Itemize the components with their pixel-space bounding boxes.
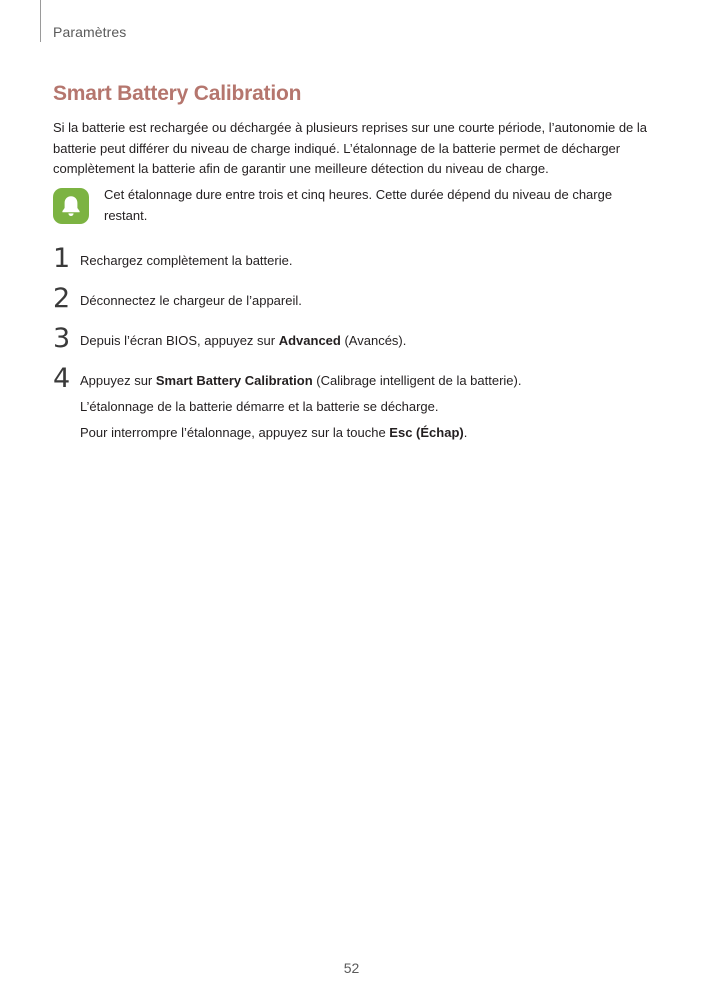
detail-text-bold: Esc (Échap) [389, 425, 464, 440]
intro-paragraph: Si la batterie est rechargée ou déchargée à plusieurs reprises sur une courte période, l’autonomie de la batterie peut différer du niveau de charge indiqué. L’étalonnage de la batterie permet de décharger complètement la batterie afin de garantir une meilleure détection du niveau de charge. [53, 120, 648, 176]
step-number: 1 [53, 243, 71, 274]
page-number: 52 [343, 960, 360, 976]
step-text-pre: Appuyez sur [80, 373, 156, 388]
step-number: 3 [53, 323, 71, 354]
step-text-post: (Calibrage intelligent de la batterie). [312, 373, 522, 388]
step-text: Déconnectez le chargeur de l’appareil. [80, 293, 302, 308]
step-text [80, 331, 406, 351]
detail-text-post: . [463, 425, 468, 440]
step-text: Rechargez complètement la batterie. [80, 253, 293, 268]
header-section-label: Paramètres [53, 24, 127, 40]
bell-icon [53, 188, 89, 224]
step-text-pre: Depuis l’écran BIOS, appuyez sur [80, 333, 279, 348]
step-text-bold: Advanced [278, 333, 341, 348]
section-title: Smart Battery Calibration [53, 82, 302, 105]
header-divider [40, 0, 41, 42]
step-4-detail-2 [80, 423, 467, 443]
step-4-detail-1: L’étalonnage de la batterie démarre et la batterie se décharge. [80, 399, 439, 414]
step-number: 2 [53, 283, 71, 314]
step-number: 4 [53, 363, 71, 394]
step-text-post: (Avancés). [340, 333, 407, 348]
detail-text-pre: Pour interrompre l’étalonnage, appuyez sur la touche [80, 425, 390, 440]
step-text-bold: Smart Battery Calibration [155, 373, 313, 388]
note-text: Cet étalonnage dure entre trois et cinq heures. Cette durée dépend du niveau de charge restant. [104, 187, 613, 223]
step-text [80, 371, 521, 391]
